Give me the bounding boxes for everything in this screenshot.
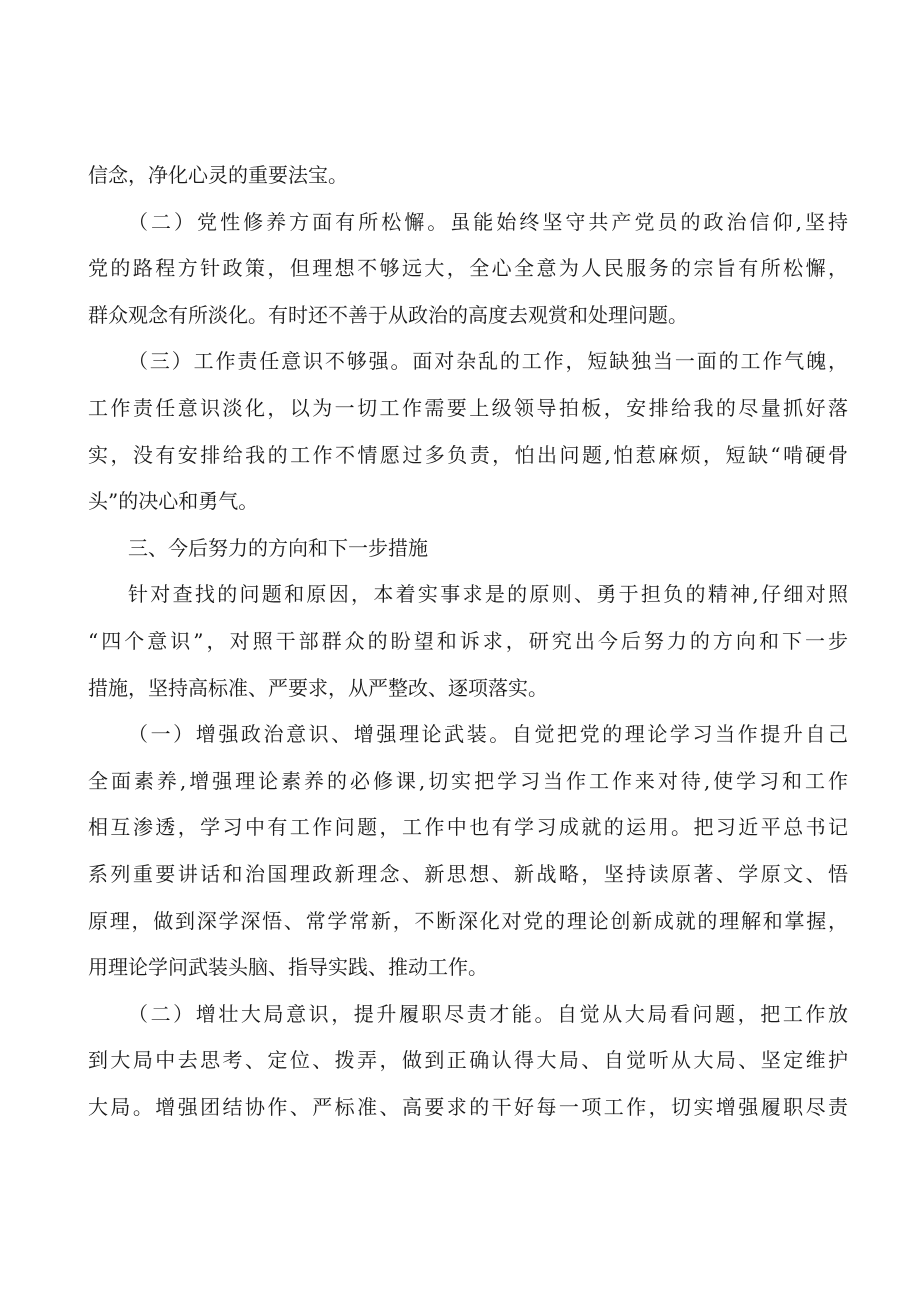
text-line: “四个意识”，对照干部群众的盼望和诉求，研究出今后努力的方向和下一步 <box>88 628 848 653</box>
text-line: 信念，净化心灵的重要法宝。 <box>88 163 348 187</box>
text-line: 针对查找的问题和原因，本着实事求是的原则、勇于担负的精神,仔细对照 <box>128 582 848 607</box>
text-line: 三、今后努力的方向和下一步措施 <box>128 535 428 560</box>
text-line: 工作责任意识淡化，以为一切工作需要上级领导拍板，安排给我的尽量抓好落 <box>88 395 848 420</box>
text-line: 党的路程方针政策，但理想不够远大，全心全意为人民服务的宗旨有所松懈， <box>88 256 848 281</box>
text-line: 群众观念有所淡化。有时还不善于从政治的高度去观赏和处理问题。 <box>88 302 688 327</box>
text-line: 到大局中去思考、定位、拨弄，做到正确认得大局、自觉听从大局、坚定维护 <box>88 1048 848 1073</box>
text-line: （一）增强政治意识、增强理论武装。自觉把党的理论学习当作提升自己 <box>128 722 848 747</box>
text-line: 用理论学问武装头脑、指导实践、推动工作。 <box>88 955 488 980</box>
document-body <box>88 152 848 1130</box>
text-line: 措施，坚持高标准、严要求，从严整改、逐项落实。 <box>88 675 548 700</box>
text-line: （二）增壮大局意识，提升履职尽责才能。自觉从大局看问题，把工作放 <box>128 1001 848 1026</box>
text-line: 相互渗透，学习中有工作问题，工作中也有学习成就的运用。把习近平总书记 <box>88 815 848 840</box>
text-line: 大局。增强团结协作、严标准、高要求的干好每一项工作，切实增强履职尽责 <box>88 1094 848 1119</box>
text-line: 头”的决心和勇气。 <box>88 489 259 514</box>
text-line: 全面素养,增强理论素养的必修课,切实把学习当作工作来对待,使学习和工作 <box>88 768 848 793</box>
text-line: 实，没有安排给我的工作不情愿过多负责，怕出问题,怕惹麻烦，短缺“啃硬骨 <box>88 442 848 467</box>
text-line: （二）党性修养方面有所松懈。虽能始终坚守共产党员的政治信仰,坚持 <box>128 209 848 234</box>
text-line: （三）工作责任意识不够强。面对杂乱的工作，短缺独当一面的工作气魄， <box>128 349 848 374</box>
text-line: 系列重要讲话和治国理政新理念、新思想、新战略，坚持读原著、学原文、悟 <box>88 861 848 886</box>
text-line: 原理，做到深学深悟、常学常新，不断深化对党的理论创新成就的理解和掌握， <box>88 908 848 933</box>
